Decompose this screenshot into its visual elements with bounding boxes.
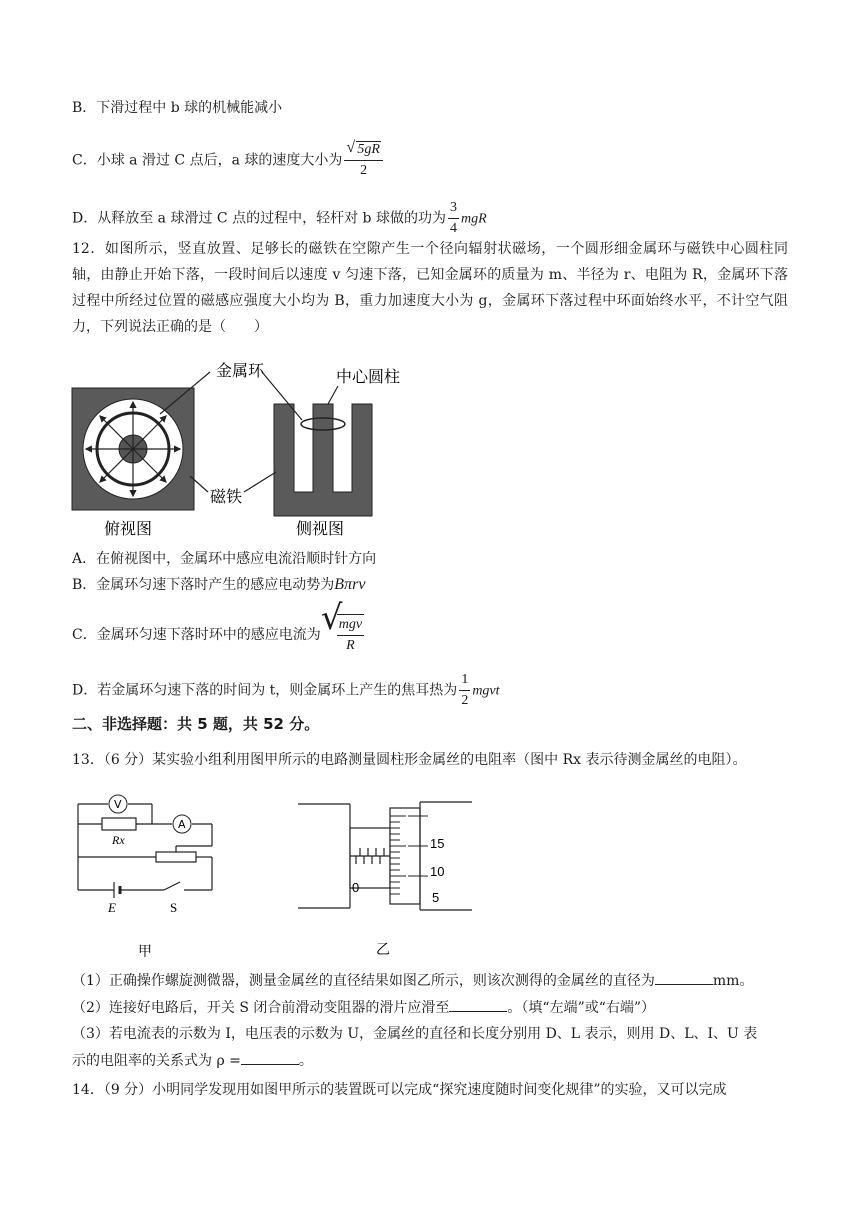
q11-option-c-numerator: 5gR <box>357 142 380 157</box>
q13-part3-line1: （3）若电流表的示数为 I，电压表的示数为 U，金属丝的直径和长度分别用 D、L 表示，则用 D、L、I、U 表 <box>72 1026 758 1042</box>
q13-part3-line2 <box>72 1050 313 1071</box>
q13-part2-blank[interactable] <box>449 997 507 1012</box>
label-side-view: 侧视图 <box>296 519 345 538</box>
q12-option-b <box>72 575 365 595</box>
q13-part1 <box>72 970 753 991</box>
q11-option-c-fraction: √ 5gR 2 <box>344 140 383 181</box>
q12-figure <box>70 352 450 540</box>
q12-option-d-tail: mgvt <box>472 683 500 699</box>
q11-option-d-text: D．从释放至 a 球滑过 C 点的过程中，轻杆对 b 球做的功为 <box>72 210 446 227</box>
q11-option-d-fraction <box>448 198 459 239</box>
q12-option-c-sqrt: √ $\frac{\text{mgv}}{R}$ <box>321 614 366 656</box>
q12-stem: 12．如图所示，竖直放置、足够长的磁铁在空隙产生一个径向辐射状磁场，一个圆形细金属环与磁铁中心圆柱同轴，由静止开始下落，一段时间后以速度 v 匀速下落，已知金属环的质量为 m、半径为 r、电阻为 R，金属环下落过程中所经过位置的磁感应强度大小均为 B，重力加速度大小为 g，金属环下落过程中环面始终水平，不计空气阻力，下列说法正确的是（ ） <box>72 241 788 335</box>
circuit-diagram <box>72 788 232 960</box>
section-heading: 二、非选择题：共 5 题，共 52 分。 <box>72 715 320 733</box>
q12-option-d-denominator: 2 <box>461 693 469 708</box>
q11-option-c-denominator: 2 <box>360 163 368 178</box>
q12-option-d <box>72 670 500 711</box>
q12-option-a: A．在俯视图中，金属环中感应电流沿顺时针方向 <box>72 551 377 567</box>
q11-option-d-denominator: 4 <box>449 221 457 236</box>
q12-option-b-expr: Bπrv <box>334 576 366 593</box>
switch-label: S <box>170 900 178 915</box>
q14-stem: 14．（9 分）小明同学发现用如图甲所示的装置既可以完成“探究速度随时间变化规律”的实验，又可以完成 <box>72 1082 727 1098</box>
top-view-magnet <box>72 388 194 510</box>
q11-option-b: B．下滑过程中 b 球的机械能减小 <box>72 100 283 116</box>
q11-option-d-tail: mgR <box>460 211 487 227</box>
label-center-column: 中心圆柱 <box>336 367 401 386</box>
q11-option-d-numerator: 3 <box>448 198 459 219</box>
micrometer-tick-5: 5 <box>432 890 440 905</box>
micrometer-zero: 0 <box>352 880 360 895</box>
q13-part1-unit: mm。 <box>712 973 754 989</box>
resistor-label: Rx <box>112 833 125 847</box>
q13-part1-text: （1）正确操作螺旋测微器，测量金属丝的直径结果如图乙所示，则该次测得的金属丝的直径为 <box>72 973 655 989</box>
circuit-caption: 甲 <box>138 944 152 960</box>
q13-part2-text: （2）连接好电路后，开关 S 闭合前滑动变阻器的滑片应滑至 <box>72 1000 450 1016</box>
q11-option-d <box>72 198 487 239</box>
q12-option-c <box>72 598 366 656</box>
ammeter-label: A <box>178 818 186 831</box>
micrometer-tick-15: 15 <box>430 836 445 851</box>
label-metal-ring: 金属环 <box>216 361 265 380</box>
voltmeter-label: V <box>114 798 122 811</box>
q12-option-d-text: D．若金属环匀速下落的时间为 t，则金属环上产生的焦耳热为 <box>72 682 458 699</box>
q13-part3-blank[interactable] <box>241 1050 299 1065</box>
q13-part3-text: 示的电阻率的关系式为 ρ = <box>72 1053 241 1069</box>
label-top-view: 俯视图 <box>104 519 153 538</box>
side-view-magnet <box>274 404 372 516</box>
q13-part2-hint: 。（填“左端”或“右端”） <box>507 1000 656 1016</box>
label-magnet: 磁铁 <box>210 487 243 506</box>
q12-option-c-numerator: mgv <box>337 615 364 636</box>
q11-option-c-text: C．小球 a 滑过 C 点后，a 球的速度大小为 <box>72 152 343 169</box>
battery-label: E <box>108 900 116 915</box>
q11-option-c <box>72 140 385 181</box>
q13-part1-blank[interactable] <box>655 970 713 985</box>
micrometer-caption: 乙 <box>376 942 390 958</box>
q13-part2 <box>72 997 655 1018</box>
q13-part3-end: 。 <box>298 1053 313 1069</box>
micrometer-diagram <box>296 798 476 962</box>
q12-option-b-text: B．金属环匀速下落时产生的感应电动势为 <box>72 577 335 593</box>
q12-option-c-text: C．金属环匀速下落时环中的感应电流为 <box>72 627 321 643</box>
q12-option-c-denominator: R <box>346 638 355 653</box>
q12-option-d-numerator: 1 <box>459 670 470 691</box>
micrometer-tick-10: 10 <box>430 864 445 879</box>
q13-stem: 13．（6 分）某实验小组利用图甲所示的电路测量圆柱形金属丝的电阻率（图中 Rx 表示待测金属丝的电阻）。 <box>72 752 747 768</box>
q12-option-d-fraction <box>459 670 470 711</box>
